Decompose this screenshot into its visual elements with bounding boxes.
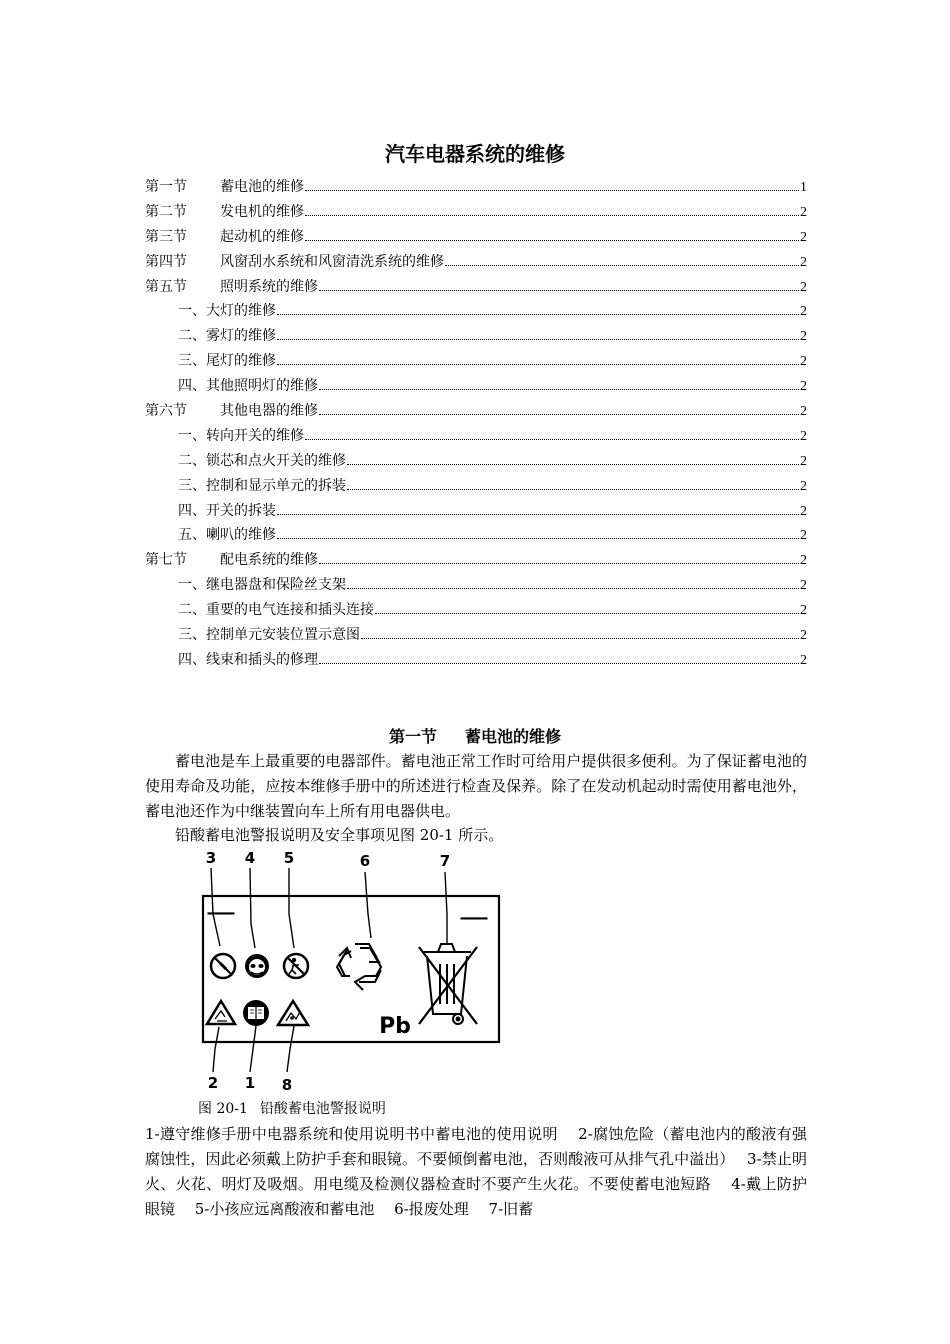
- toc-entry[interactable]: [145, 549, 807, 574]
- leader-line-6: [365, 872, 371, 938]
- toc-title: 四、线束和插头的修理: [178, 651, 318, 668]
- toc-page-number: 2: [800, 652, 807, 668]
- paragraph-legend: 1-遵守维修手册中电器系统和使用说明书中蓄电池的使用说明 2-腐蚀危险（蓄电池内的酸液有强腐蚀性，因此必须戴上防护手套和眼镜。不要倾倒蓄电池，否则酸液可从排气孔中溢出） 3-禁止明火、火花、明灯及吸烟。用电缆及检测仪器检查时不要产生火花。不要使蓄电池短路 4-戴上防护眼镜 5-小孩应远离酸液和蓄电池 6-报废处理 7-旧蓄: [145, 1125, 807, 1218]
- toc-title: 配电系统的维修: [220, 552, 318, 569]
- figure-number: 图 20-1: [198, 1101, 248, 1117]
- toc-leader-dots: [277, 538, 799, 539]
- leader-line-2: [213, 1027, 219, 1072]
- toc-section-number: 第四节: [145, 253, 187, 270]
- toc-page-number: 2: [800, 453, 807, 469]
- toc-title: 三、控制单元安装位置示意图: [178, 627, 360, 644]
- toc-page-number: 2: [800, 204, 807, 220]
- corrosion-warning-icon: [207, 1001, 235, 1024]
- toc-page-number: 1: [800, 180, 807, 195]
- crossed-bin-icon: [419, 944, 477, 1024]
- section-title: 蓄电池的维修: [465, 727, 562, 746]
- toc-section-number: 第三节: [145, 228, 187, 245]
- pb-label: Pb: [379, 1014, 411, 1039]
- recycle-icon: [337, 944, 381, 990]
- keep-children-away-icon: [284, 954, 308, 978]
- figure-label-5: 5: [283, 849, 295, 867]
- document-title: 汽车电器系统的维修: [385, 142, 565, 166]
- figure-label-4: 4: [244, 849, 256, 867]
- toc-page-number: 2: [800, 578, 807, 594]
- toc-leader-dots: [305, 190, 799, 191]
- toc-entry[interactable]: [145, 325, 807, 350]
- toc-entry[interactable]: [145, 350, 807, 375]
- battery-warning-figure: [195, 844, 515, 1094]
- toc-leader-dots: [305, 215, 799, 216]
- toc-leader-dots: [277, 514, 799, 515]
- figure-label-2: 2: [207, 1074, 219, 1092]
- toc-title: 起动机的维修: [220, 228, 304, 245]
- toc-section-number: 第二节: [145, 203, 187, 220]
- toc-leader-dots: [347, 464, 799, 465]
- toc-title: 三、尾灯的维修: [178, 353, 276, 370]
- toc-page-number: 2: [800, 603, 807, 619]
- toc-section-number: 第六节: [145, 403, 187, 420]
- toc-entry[interactable]: [145, 599, 807, 624]
- toc-entry[interactable]: [145, 475, 807, 500]
- figure-caption-text: 铅酸蓄电池警报说明: [259, 1101, 386, 1117]
- section-heading: [0, 724, 950, 747]
- leader-line-1: [250, 1026, 256, 1072]
- eye-protection-icon: [245, 954, 269, 978]
- toc-title: 一、大灯的维修: [178, 303, 276, 320]
- toc-title: 四、其他照明灯的维修: [178, 378, 318, 395]
- toc-leader-dots: [361, 638, 799, 639]
- figure-label-1: 1: [244, 1074, 256, 1092]
- toc-title: 四、开关的拆装: [178, 502, 276, 519]
- toc-page-number: 2: [800, 478, 807, 494]
- toc-title: 蓄电池的维修: [220, 179, 304, 195]
- toc-title: 二、重要的电气连接和插头连接: [178, 602, 374, 619]
- toc-leader-dots: [305, 240, 799, 241]
- toc-entry[interactable]: [145, 425, 807, 450]
- toc-leader-dots: [445, 265, 799, 266]
- toc-page-number: 2: [800, 254, 807, 270]
- toc-leader-dots: [305, 439, 799, 440]
- toc-entry[interactable]: [145, 375, 807, 400]
- paragraph-intro: 蓄电池是车上最重要的电器部件。蓄电池正常工作时可给用户提供很多便利。为了保证蓄电池的使用寿命及功能，应按本维修手册中的所述进行检查及保养。除了在发动机起动时需使用蓄电池外，蓄电池还作为中继装置向车上所有用电器供电。: [145, 752, 807, 820]
- paragraph-figure-ref: 铅酸蓄电池警报说明及安全事项见图 20-1 所示。: [175, 826, 504, 844]
- toc-page-number: 2: [800, 329, 807, 345]
- toc-page-number: 2: [800, 279, 807, 295]
- toc-leader-dots: [375, 613, 799, 614]
- toc-entry[interactable]: [145, 624, 807, 649]
- toc-entry[interactable]: [145, 226, 807, 251]
- toc-entry[interactable]: [145, 450, 807, 475]
- toc-leader-dots: [277, 364, 799, 365]
- figure-label-3: 3: [205, 849, 217, 867]
- leader-line-7: [445, 872, 447, 944]
- toc-entry[interactable]: [145, 524, 807, 549]
- toc-leader-dots: [319, 563, 799, 564]
- toc-page-number: 2: [800, 528, 807, 544]
- toc-title: 二、雾灯的维修: [178, 328, 276, 345]
- toc-title: 一、转向开关的维修: [178, 427, 304, 444]
- leader-line-4: [250, 868, 255, 948]
- figure-label-7: 7: [439, 852, 451, 870]
- toc-page-number: 2: [800, 428, 807, 444]
- toc-page-number: 2: [800, 503, 807, 519]
- figure-label-6: 6: [359, 852, 371, 870]
- toc-title: 一、继电器盘和保险丝支架: [178, 577, 346, 594]
- toc-leader-dots: [319, 663, 799, 664]
- toc-page-number: 2: [800, 379, 807, 395]
- toc-entry[interactable]: [145, 176, 807, 201]
- toc-entry[interactable]: [145, 276, 807, 301]
- figure-caption: [198, 1098, 386, 1118]
- explosion-warning-icon: [278, 1001, 308, 1025]
- toc-entry[interactable]: [145, 500, 807, 525]
- toc-leader-dots: [319, 290, 799, 291]
- toc-leader-dots: [319, 389, 799, 390]
- no-flame-icon: [211, 954, 235, 978]
- toc-section-number: 第七节: [145, 552, 187, 569]
- leader-line-5: [289, 868, 294, 948]
- toc-entry[interactable]: [145, 400, 807, 425]
- read-manual-icon: [243, 1000, 269, 1026]
- toc-entry[interactable]: [145, 251, 807, 276]
- toc-leader-dots: [347, 489, 799, 490]
- plus-terminal-mark: —: [459, 900, 489, 935]
- figure-label-8: 8: [281, 1076, 293, 1094]
- toc-page-number: 2: [800, 628, 807, 644]
- toc-section-number: 第一节: [145, 179, 187, 195]
- toc-leader-dots: [277, 339, 799, 340]
- toc-page-number: 2: [800, 229, 807, 245]
- toc-page-number: 2: [800, 553, 807, 569]
- toc-title: 其他电器的维修: [220, 403, 318, 420]
- toc-entry[interactable]: [145, 300, 807, 325]
- toc-entry[interactable]: [145, 201, 807, 226]
- toc-title: 发电机的维修: [220, 203, 304, 220]
- section-number: 第一节: [388, 727, 437, 746]
- toc-title: 二、锁芯和点火开关的维修: [178, 452, 346, 469]
- toc-title: 三、控制和显示单元的拆装: [178, 477, 346, 494]
- toc-page-number: 2: [800, 404, 807, 420]
- toc-title: 照明系统的维修: [220, 278, 318, 295]
- toc-title: 风窗刮水系统和风窗清洗系统的维修: [220, 253, 444, 270]
- table-of-contents: [145, 176, 807, 674]
- toc-title: 五、喇叭的维修: [178, 527, 276, 544]
- toc-section-number: 第五节: [145, 278, 187, 295]
- toc-entry[interactable]: [145, 649, 807, 674]
- toc-leader-dots: [319, 414, 799, 415]
- toc-entry[interactable]: [145, 574, 807, 599]
- toc-leader-dots: [347, 588, 799, 589]
- minus-terminal-mark: —: [206, 895, 236, 930]
- toc-leader-dots: [277, 314, 799, 315]
- leader-line-8: [287, 1026, 294, 1072]
- toc-page-number: 2: [800, 354, 807, 370]
- toc-page-number: 2: [800, 304, 807, 320]
